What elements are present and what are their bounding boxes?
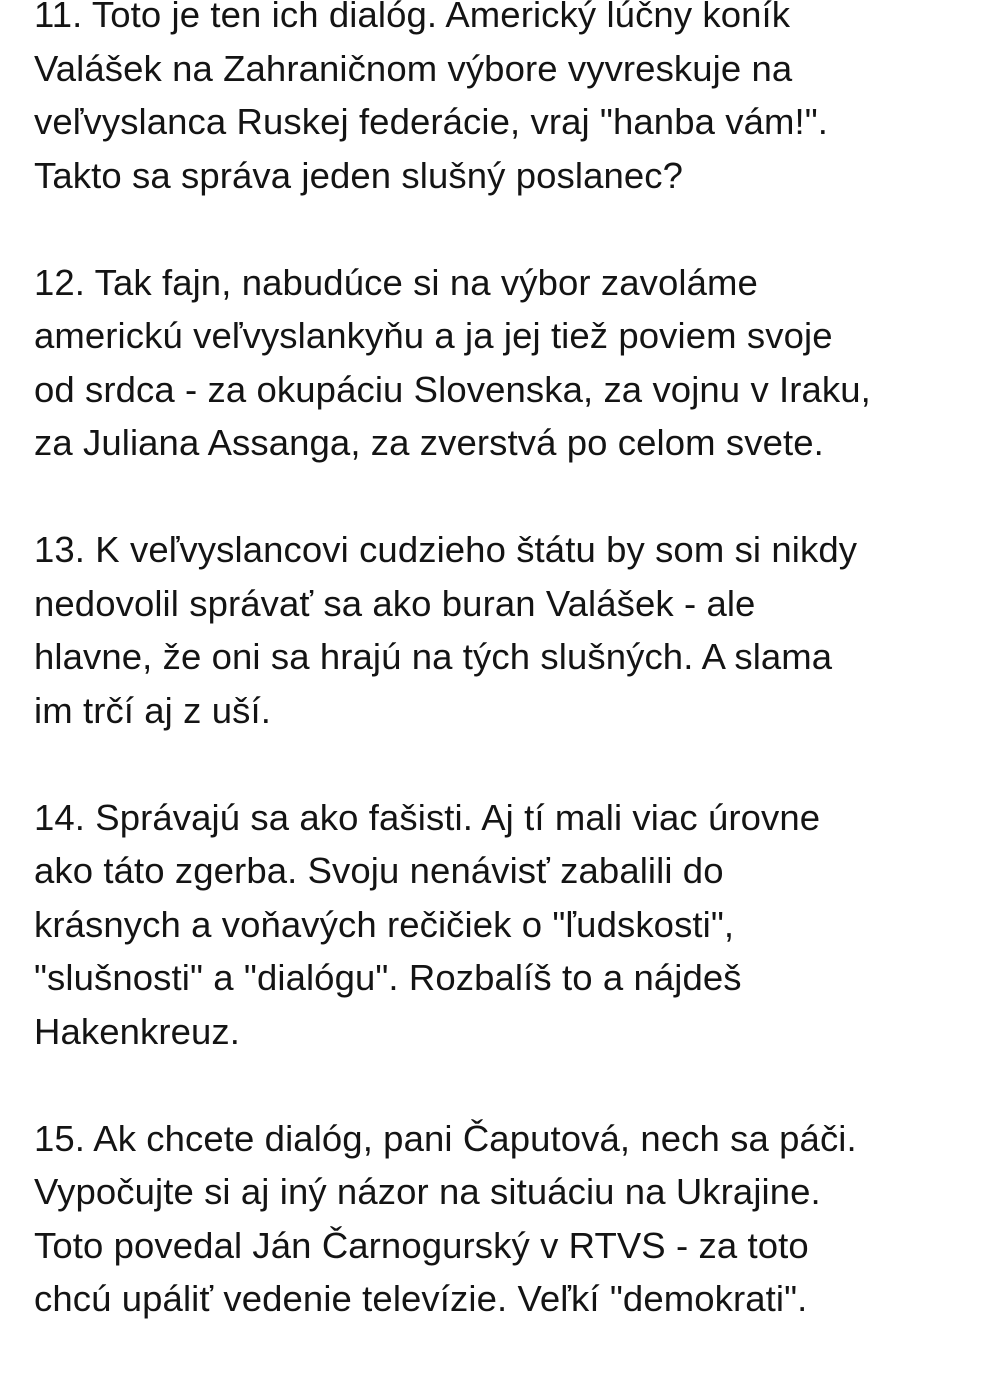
paragraph-14 [34,791,974,1059]
post-body [34,0,974,1379]
text-line: "slušnosti" a "dialógu". Rozbalíš to a nájdeš [34,957,742,998]
text-line: americkú veľvyslankyňu a ja jej tiež poviem svoje [34,315,833,356]
paragraph-12 [34,256,974,470]
text-line: ako táto zgerba. Svoju nenávisť zabalili do [34,850,724,891]
text-line: 12. Tak fajn, nabudúce si na výbor zavoláme [34,261,758,303]
text-line: za Juliana Assanga, za zverstvá po celom svete. [34,422,824,463]
text-line: 15. Ak chcete dialóg, pani Čaputová, nech sa páči. [34,1117,857,1159]
text-line: nedovolil správať sa ako buran Valášek - ale [34,582,756,624]
text-line: Valášek na Zahraničnom výbore vyvreskuje na [34,47,793,89]
paragraph-13 [34,523,974,737]
paragraph-11 [34,0,974,202]
text-line: chcú upáliť vedenie televízie. Veľkí "demokrati". [34,1278,808,1319]
text-line: hlavne, že oni sa hrajú na tých slušných. A slama [34,636,833,677]
text-line: krásnych a voňavých rečičiek o "ľudskosti", [34,903,735,945]
text-line: od srdca - za okupáciu Slovenska, za vojnu v Iraku, [34,368,871,410]
text-line: Toto povedal Ján Čarnogurský v RTVS - za toto [34,1224,809,1266]
paragraph-15 [34,1112,974,1326]
text-line: 11. Toto je ten ich dialóg. Americký lúčny koník [34,0,791,35]
text-line: im trčí aj z uší. [34,689,271,731]
text-line: 14. Správajú sa ako fašisti. Aj tí mali viac úrovne [34,796,821,838]
text-line: Takto sa správa jeden slušný poslanec? [34,154,684,196]
text-line: 13. K veľvyslancovi cudzieho štátu by som si nikdy [34,529,858,570]
text-line: veľvyslanca Ruskej federácie, vraj "hanba vám!". [34,101,829,142]
text-line: Vypočujte si aj iný názor na situáciu na Ukrajine. [34,1171,821,1212]
text-line: Hakenkreuz. [34,1010,241,1052]
